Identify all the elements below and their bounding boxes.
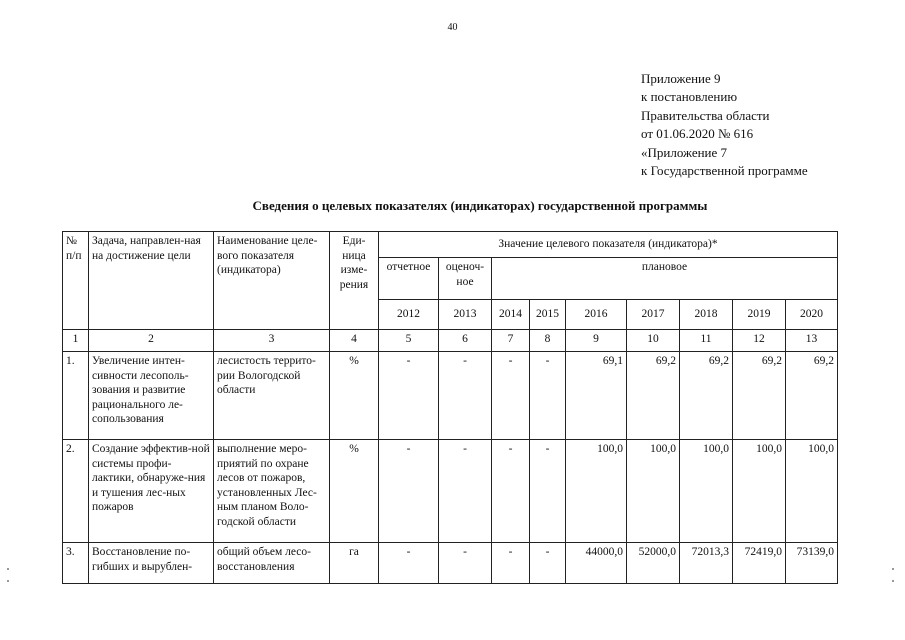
row-value: -: [379, 352, 439, 440]
row-value: -: [379, 440, 439, 543]
row-value: -: [439, 543, 492, 584]
row-num: 1.: [63, 352, 89, 440]
row-unit: %: [330, 352, 379, 440]
row-value: 72419,0: [733, 543, 786, 584]
year-header: 2014: [492, 300, 530, 330]
column-number: 4: [330, 330, 379, 352]
row-value: 69,2: [627, 352, 680, 440]
row-value: 69,1: [566, 352, 627, 440]
row-value: 100,0: [786, 440, 838, 543]
year-header: 2020: [786, 300, 838, 330]
column-number: 8: [530, 330, 566, 352]
row-indicator: выполнение меро-приятий по охране лесов от пожаров, установленных Лес-ным планом Воло-годской области: [214, 440, 330, 543]
column-number: 1: [63, 330, 89, 352]
year-header: 2013: [439, 300, 492, 330]
appendix-line: Приложение 9: [641, 71, 721, 86]
row-value: 100,0: [733, 440, 786, 543]
year-header: 2016: [566, 300, 627, 330]
column-number: 12: [733, 330, 786, 352]
appendix-header: [641, 70, 808, 180]
row-value: 52000,0: [627, 543, 680, 584]
row-value: -: [492, 352, 530, 440]
appendix-line: к постановлению: [641, 89, 738, 105]
table-row: [63, 352, 838, 440]
document-title: Сведения о целевых показателях (индикаторах) государственной программы: [252, 198, 708, 213]
year-header: 2012: [379, 300, 439, 330]
row-value: -: [379, 543, 439, 584]
page-number: 40: [447, 22, 458, 33]
column-number: 13: [786, 330, 838, 352]
scan-artifact: [7, 568, 9, 570]
row-value: -: [492, 543, 530, 584]
year-header: 2017: [627, 300, 680, 330]
row-value: -: [439, 440, 492, 543]
row-value: -: [530, 543, 566, 584]
row-indicator: лесистость террито-рии Вологодской области: [214, 352, 330, 440]
appendix-line: к Государственной программе: [641, 163, 808, 179]
table-row: [63, 543, 838, 584]
header-indicator: Наименование целе-вого показателя (индикатора): [214, 232, 330, 330]
appendix-line: «Приложение 7: [641, 144, 728, 160]
row-value: 69,2: [733, 352, 786, 440]
column-number: 3: [214, 330, 330, 352]
row-value: 44000,0: [566, 543, 627, 584]
row-value: 73139,0: [786, 543, 838, 584]
row-task: Восстановление по-гибших и вырублен-: [89, 543, 214, 584]
row-value: 69,2: [680, 352, 733, 440]
row-value: 100,0: [627, 440, 680, 543]
header-estimated: оценоч-ное: [439, 258, 492, 300]
row-task: Создание эффектив-ной системы профи-лактики, обнаруже-ния и тушения лес-ных пожаров: [89, 440, 214, 543]
column-number: 10: [627, 330, 680, 352]
scan-artifact: [892, 580, 894, 582]
header-value-group: Значение целевого показателя (индикатора)*: [379, 232, 838, 258]
row-num: 3.: [63, 543, 89, 584]
appendix-line: Правительства области: [641, 107, 770, 123]
row-unit: %: [330, 440, 379, 543]
row-value: -: [492, 440, 530, 543]
row-task: Увеличение интен-сивности лесополь-зования и развитие рационального ле-сопользования: [89, 352, 214, 440]
column-number: 5: [379, 330, 439, 352]
column-number: 9: [566, 330, 627, 352]
header-task: Задача, направлен-ная на достижение цели: [89, 232, 214, 330]
row-indicator: общий объем лесо-восстановления: [214, 543, 330, 584]
column-number: 7: [492, 330, 530, 352]
column-number: 2: [89, 330, 214, 352]
column-number-row: [63, 330, 838, 352]
header-unit: Еди-ница изме-рения: [330, 232, 379, 330]
row-value: -: [530, 352, 566, 440]
header-num: № п/п: [63, 232, 89, 330]
header-row: [63, 232, 838, 258]
row-value: 100,0: [680, 440, 733, 543]
column-number: 11: [680, 330, 733, 352]
scan-artifact: [892, 568, 894, 570]
row-value: 100,0: [566, 440, 627, 543]
row-value: -: [530, 440, 566, 543]
scan-artifact: [7, 580, 9, 582]
indicators-table: [62, 231, 838, 584]
header-reported: отчетное: [379, 258, 439, 300]
year-header: 2019: [733, 300, 786, 330]
appendix-line: от 01.06.2020 № 616: [641, 126, 754, 142]
row-value: 72013,3: [680, 543, 733, 584]
column-number: 6: [439, 330, 492, 352]
row-num: 2.: [63, 440, 89, 543]
row-value: 69,2: [786, 352, 838, 440]
row-unit: га: [330, 543, 379, 584]
row-value: -: [439, 352, 492, 440]
header-planned: плановое: [492, 258, 838, 300]
year-header: 2018: [680, 300, 733, 330]
table-row: [63, 440, 838, 543]
year-header: 2015: [530, 300, 566, 330]
